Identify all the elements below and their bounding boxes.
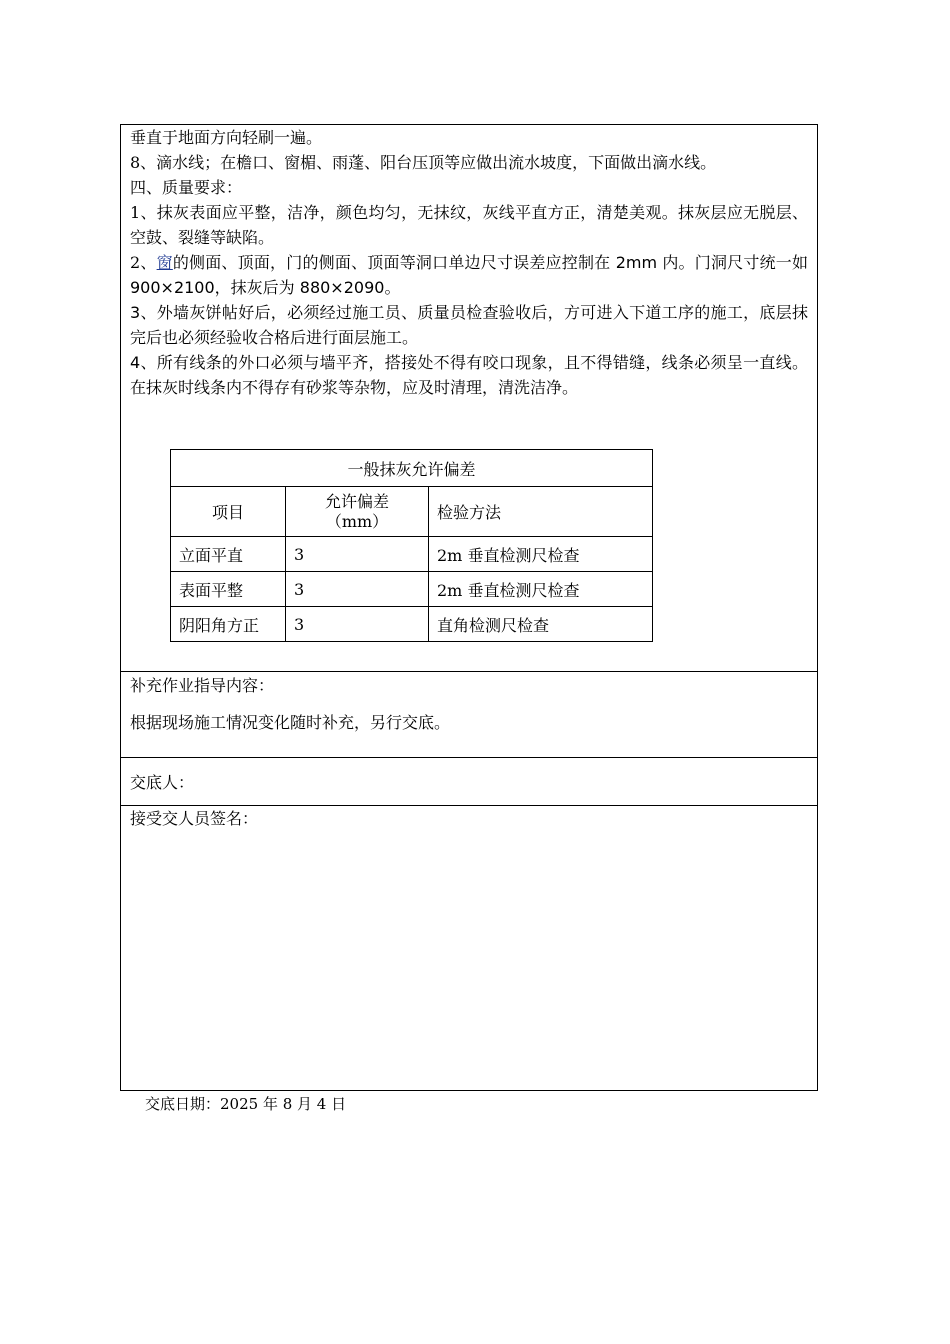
tolerance-table (170, 449, 653, 642)
quality-section (121, 125, 817, 671)
table-caption-row (171, 450, 653, 487)
table-row (171, 537, 653, 572)
table-row (171, 572, 653, 607)
supplement-content: 根据现场施工情况变化随时补充，另行交底。 (130, 713, 451, 732)
cell-item: 立面平直 (171, 537, 286, 572)
quality-item-3: 3、外墙灰饼帖好后，必须经过施工员、质量员检查验收后，方可进入下道工序的施工，底层抹完后也必须经验收合格后进行面层施工。 (130, 303, 808, 347)
header-item: 项目 (171, 487, 286, 537)
cell-method: 2m 垂直检测尺检查 (429, 572, 653, 607)
table-row (171, 607, 653, 642)
cell-method: 直角检测尺检查 (429, 607, 653, 642)
cell-item: 表面平整 (171, 572, 286, 607)
quality-item-2: 2、窗的侧面、顶面，门的侧面、顶面等洞口单边尺寸误差应控制在 2mm 内。门洞尺寸统一如 900×2100，抹灰后为 880×2090。 (130, 253, 808, 297)
giver-section (121, 757, 817, 805)
cell-item: 阴阳角方正 (171, 607, 286, 642)
table-caption: 一般抹灰允许偏差 (171, 450, 653, 487)
giver-label: 交底人： (130, 773, 195, 792)
cell-tolerance: 3 (286, 572, 429, 607)
section-heading-quality: 四、质量要求： (130, 178, 243, 197)
text-line-drip: 8、滴水线；在檐口、窗楣、雨蓬、阳台压顶等应做出流水坡度，下面做出滴水线。 (130, 153, 717, 172)
window-link[interactable]: 窗 (156, 253, 173, 272)
disclosure-date: 交底日期：2025 年 8 月 4 日 (145, 1095, 347, 1113)
quality-item-1: 1、抹灰表面应平整，洁净，颜色均匀，无抹纹，灰线平直方正，清楚美观。抹灰层应无脱层、空鼓、裂缝等缺陷。 (130, 203, 808, 247)
receiver-label: 接受交人员签名： (130, 809, 259, 828)
table-header-row (171, 487, 653, 537)
text-line-1: 垂直于地面方向轻刷一遍。 (130, 128, 323, 147)
supplement-label: 补充作业指导内容： (130, 676, 275, 695)
quality-item-4: 4、所有线条的外口必须与墙平齐，搭接处不得有咬口现象，且不得错缝，线条必须呈一直线。在抹灰时线条内不得存有砂浆等杂物，应及时清理，清洗洁净。 (130, 353, 808, 397)
receiver-signature-section (121, 805, 817, 1090)
cell-tolerance: 3 (286, 607, 429, 642)
disclosure-form (120, 124, 818, 1091)
header-tolerance: 允许偏差 （mm） (286, 487, 429, 537)
header-method: 检验方法 (429, 487, 653, 537)
cell-tolerance: 3 (286, 537, 429, 572)
cell-method: 2m 垂直检测尺检查 (429, 537, 653, 572)
supplement-section (121, 671, 817, 757)
